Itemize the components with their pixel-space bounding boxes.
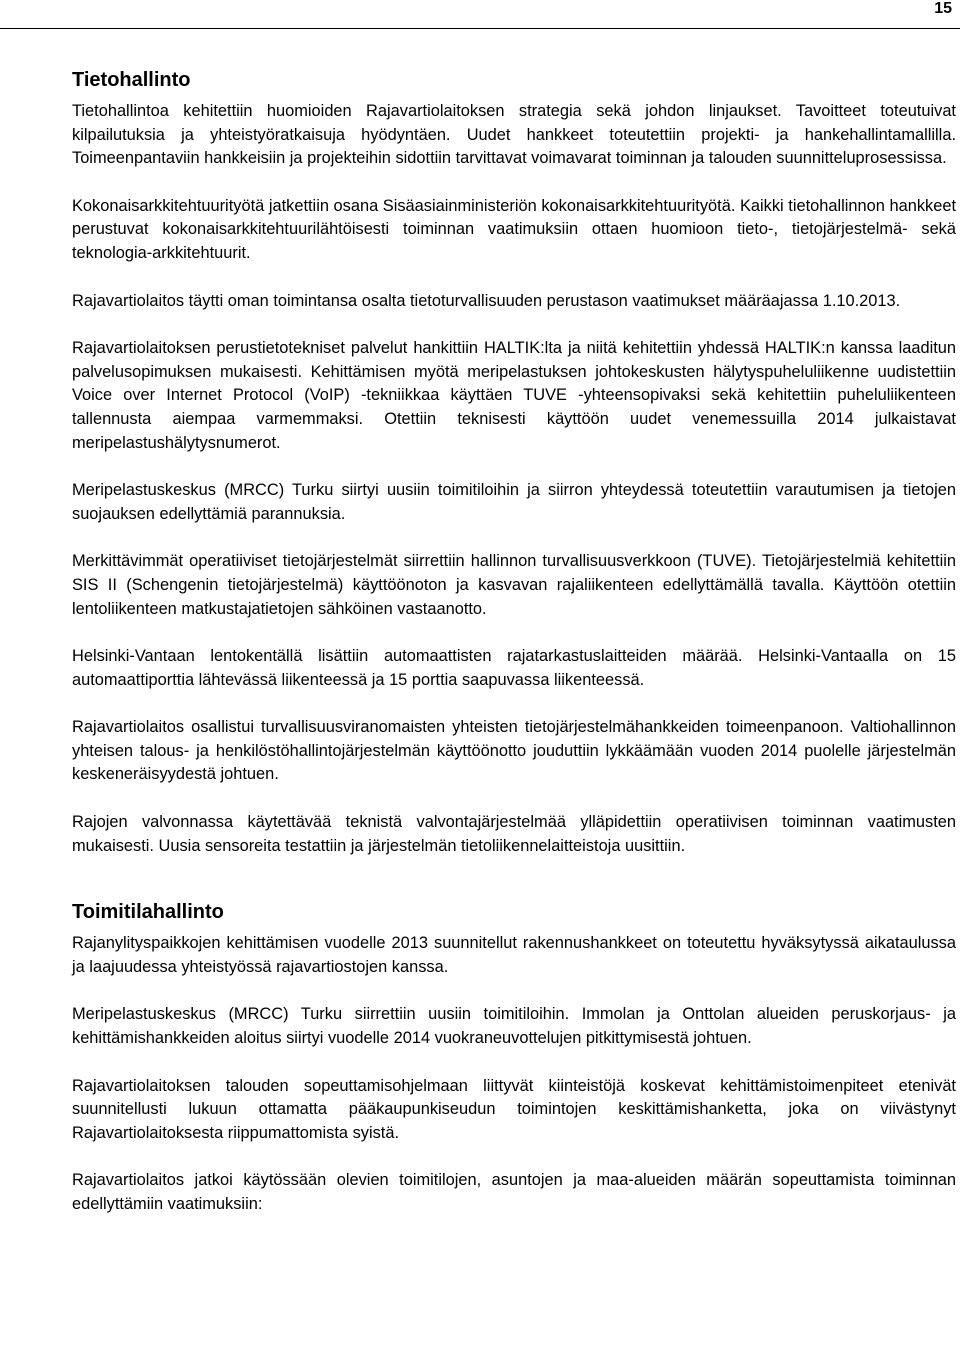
paragraph: Rajojen valvonnassa käytettävää teknistä valvontajärjestelmää ylläpidettiin operatiivisen toiminnan vaatimusten mukaisesti. Uusia sensoreita testattiin ja järjestelmän tietoliikennelaitteistoja uusittiin. — [72, 813, 956, 855]
paragraph: Meripelastuskeskus (MRCC) Turku siirrettiin uusiin toimitiloihin. Immolan ja Onttolan alueiden peruskorjaus- ja kehittämishankkeiden aloitus siirtyi vuodelle 2014 vuokraneuvottelujen pitkittymisestä johtuen. — [72, 1005, 956, 1048]
paragraph: Rajavartiolaitoksen talouden sopeuttamisohjelmaan liittyvät kiinteistöjä koskevat kehittämistoimenpiteet etenivät suunnitellusti lukuun ottamatta pääkaupunkiseudun toimintojen keskittämishanketta, joka on viivästynyt Rajavartiolaitoksesta riippumattomista syistä. — [72, 1076, 956, 1142]
paragraph: Helsinki-Vantaan lentokentällä lisättiin automaattisten rajatarkastuslaitteiden määrää. Helsinki-Vantaalla on 15 automaattiporttia lähtevässä liikenteessä ja 15 porttia saapuvassa liikenteessä. — [72, 647, 956, 689]
paragraph: Rajavartiolaitoksen perustietotekniset palvelut hankittiin HALTIK:lta ja niitä kehitettiin yhdessä HALTIK:n kanssa laaditun palvelusopimuksen mukaisesti. Kehittämisen myötä meripelastuksen johtokeskusten hälytyspuheluliikenne uudistettiin Voice over Internet Protocol (VoIP) -tekniikkaa käyttäen TUVE -yhteensopivaksi sekä kehitettiin puheluliikenteen tallennusta aiempaa varmemmaksi. Otettiin teknisesti käyttöön uudet venemessuilla 2014 julkaistavat meripelastushälytysnumerot. — [72, 339, 956, 452]
header-rule — [0, 28, 960, 29]
paragraph: Rajanylityspaikkojen kehittämisen vuodelle 2013 suunnitellut rakennushankkeet on toteutettu hyväksytyssä aikataulussa ja laajuudessa yhteistyössä rajavartiostojen kanssa. — [72, 934, 956, 976]
paragraph: Kokonaisarkkitehtuurityötä jatkettiin osana Sisäasiainministeriön kokonaisarkkitehtuurityötä. Kaikki tietohallinnon hankkeet perustuvat kokonaisarkkitehtuurilähtöisesti toiminnan vaatimuksiin ottaen huomioon tieto-, tietojärjestelmä- sekä teknologia-arkkitehtuurit. — [72, 196, 956, 262]
section-heading: Tietohallinto — [72, 69, 191, 91]
section-heading: Toimitilahallinto — [72, 901, 224, 924]
section-toimitilahallinto — [72, 898, 956, 1216]
page-number: 15 — [934, 0, 952, 17]
paragraph: Meripelastuskeskus (MRCC) Turku siirtyi uusiin toimitiloihin ja siirron yhteydessä toteutettiin varautumisen ja tietojen suojauksen edellyttämiä parannuksia. — [72, 481, 956, 523]
paragraph: Rajavartiolaitos osallistui turvallisuusviranomaisten yhteisten tietojärjestelmähankkeiden toimeenpanoon. Valtiohallinnon yhteisen talous- ja henkilöstöhallintojärjestelmän käyttöönotto jouduttiin lykkäämään vuoden 2014 puolelle järjestelmän keskeneräisyydestä johtuen. — [72, 718, 956, 784]
document-body — [72, 66, 956, 1217]
paragraph: Tietohallintoa kehitettiin huomioiden Rajavartiolaitoksen strategia sekä johdon linjaukset. Tavoitteet toteutuivat kilpailutuksia ja yhteistyöratkaisuja hyödyntäen. Uudet hankkeet toteutettiin projekti- ja hankehallintamallilla. Toimeenpantaviin hankkeisiin ja projekteihin sidottiin tarvittavat voimavarat toiminnan ja talouden suunnitteluprosessissa. — [72, 102, 956, 168]
section-tietohallinto — [72, 66, 956, 858]
paragraph: Rajavartiolaitos täytti oman toimintansa osalta tietoturvallisuuden perustason vaatimukset määräajassa 1.10.2013. — [72, 291, 901, 310]
paragraph: Merkittävimmät operatiiviset tietojärjestelmät siirrettiin hallinnon turvallisuusverkkoon (TUVE). Tietojärjestelmiä kehitettiin SIS II (Schengenin tietojärjestelmä) käyttöönoton ja kasvavan rajaliikenteen edellyttämällä tavalla. Käyttöön otettiin lentoliikenteen matkustajatietojen sähköinen vastaanotto. — [72, 552, 956, 618]
paragraph: Rajavartiolaitos jatkoi käytössään olevien toimitilojen, asuntojen ja maa-alueiden määrän sopeuttamista toiminnan edellyttämiin vaatimuksiin: — [72, 1171, 956, 1213]
